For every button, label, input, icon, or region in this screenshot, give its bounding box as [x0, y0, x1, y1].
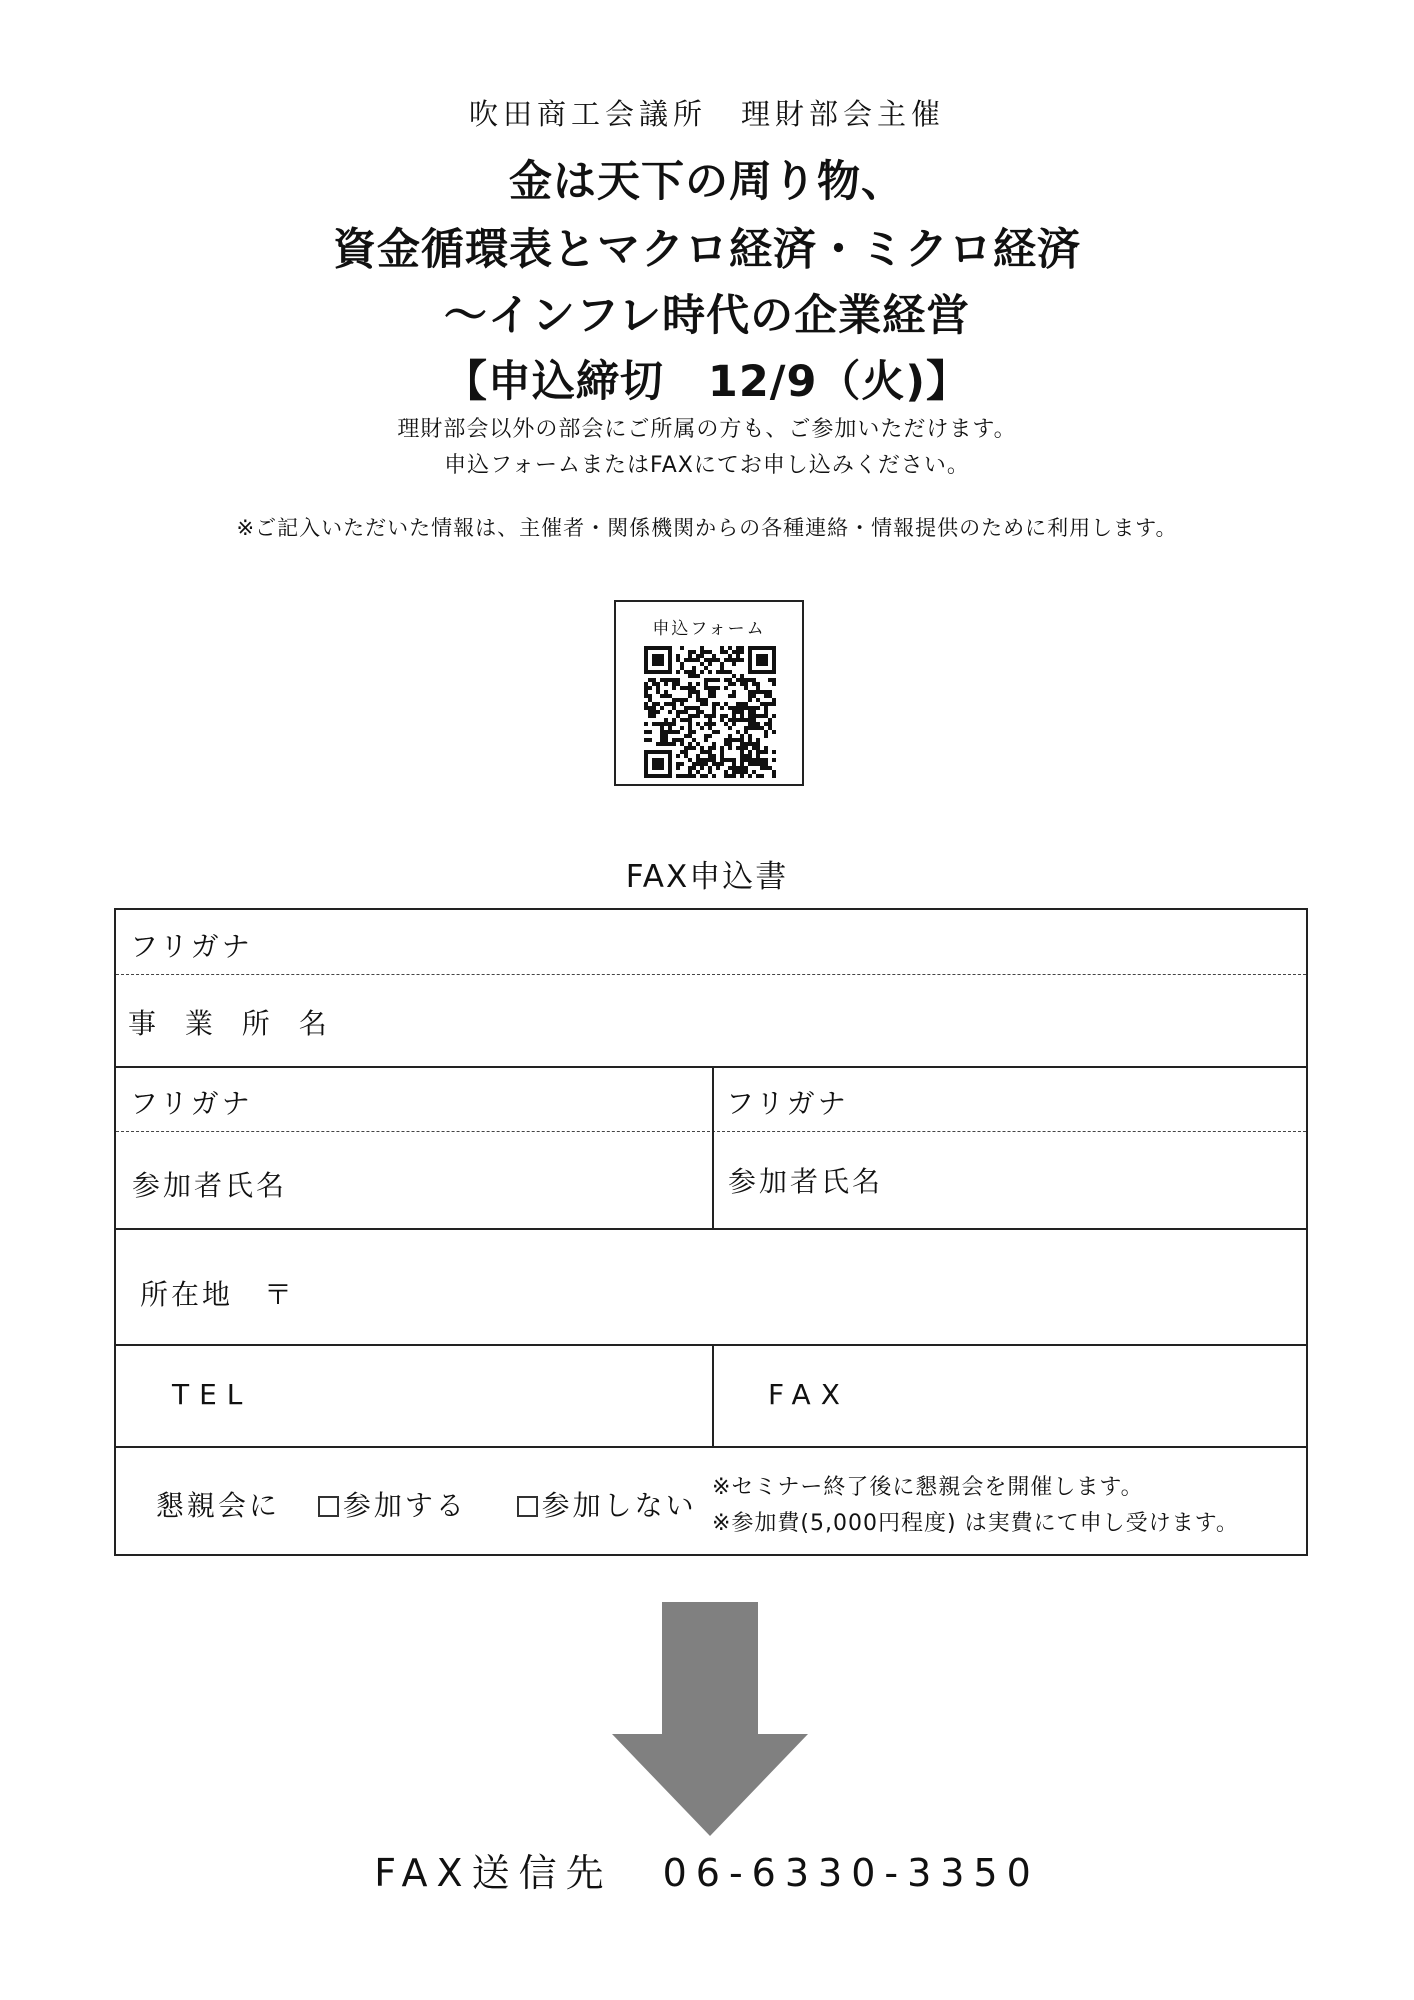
dashed-divider — [116, 974, 1306, 975]
address-field[interactable]: 所在地 〒 — [140, 1278, 296, 1311]
page-title-line-2: 資金循環表とマクロ経済・ミクロ経済 — [333, 225, 1081, 275]
qr-code-icon — [644, 646, 776, 778]
row-divider — [116, 1228, 1306, 1230]
party-note-1: ※セミナー終了後に懇親会を開催します。 — [712, 1475, 1144, 1500]
column-divider — [712, 1066, 714, 1228]
party-note-2: ※参加費(5,000円程度) は実費にて申し受けます。 — [712, 1511, 1239, 1536]
fax-application-form — [114, 908, 1308, 1556]
party-label-text: 懇親会に — [156, 1489, 281, 1522]
fax-destination-number: 06-6330-3350 — [662, 1851, 1040, 1895]
attend-checkbox[interactable] — [318, 1496, 339, 1517]
page-title-line-1: 金は天下の周り物、 — [509, 157, 905, 207]
participant-1-furigana-field[interactable]: フリガナ — [130, 1087, 253, 1120]
decline-checkbox[interactable] — [517, 1496, 538, 1517]
intro-line-1: 理財部会以外の部会にご所属の方も、ご参加いただけます。 — [397, 417, 1017, 442]
qr-label: 申込フォーム — [652, 619, 766, 639]
page-title-line-3: ～インフレ時代の企業経営 — [443, 291, 971, 341]
row-divider — [116, 1446, 1306, 1448]
down-arrow-icon — [612, 1602, 808, 1836]
tel-field[interactable]: TEL — [172, 1378, 253, 1411]
fax-destination — [0, 1842, 1414, 1897]
organizer-line: 吹田商工会議所 理財部会主催 — [468, 97, 945, 131]
decline-option[interactable] — [517, 1489, 697, 1522]
fax-destination-label: FAX送信先 — [374, 1851, 613, 1895]
participant-1-name-field[interactable]: 参加者氏名 — [132, 1169, 288, 1202]
company-name-field[interactable]: 事 業 所 名 — [128, 1007, 337, 1040]
attend-option[interactable] — [318, 1489, 467, 1522]
intro-line-2: 申込フォームまたはFAXにてお申し込みください。 — [444, 453, 970, 478]
row-divider — [116, 1066, 1306, 1068]
privacy-notice: ※ご記入いただいた情報は、主催者・関係機関からの各種連絡・情報提供のために利用します。 — [236, 516, 1178, 540]
company-furigana-field[interactable]: フリガナ — [130, 930, 253, 963]
party-label — [156, 1484, 697, 1524]
fax-form-title: FAX申込書 — [625, 859, 789, 895]
participant-2-furigana-field[interactable]: フリガナ — [726, 1087, 849, 1120]
column-divider — [712, 1344, 714, 1446]
dashed-divider — [116, 1131, 1306, 1132]
row-divider — [116, 1344, 1306, 1346]
participant-2-name-field[interactable]: 参加者氏名 — [728, 1165, 884, 1198]
fax-field[interactable]: FAX — [768, 1378, 850, 1411]
deadline-line: 【申込締切 12/9（火)】 — [443, 357, 971, 407]
qr-code-box[interactable] — [614, 600, 804, 786]
decline-option-label: 参加しない — [541, 1489, 697, 1522]
attend-option-label: 参加する — [342, 1489, 467, 1522]
